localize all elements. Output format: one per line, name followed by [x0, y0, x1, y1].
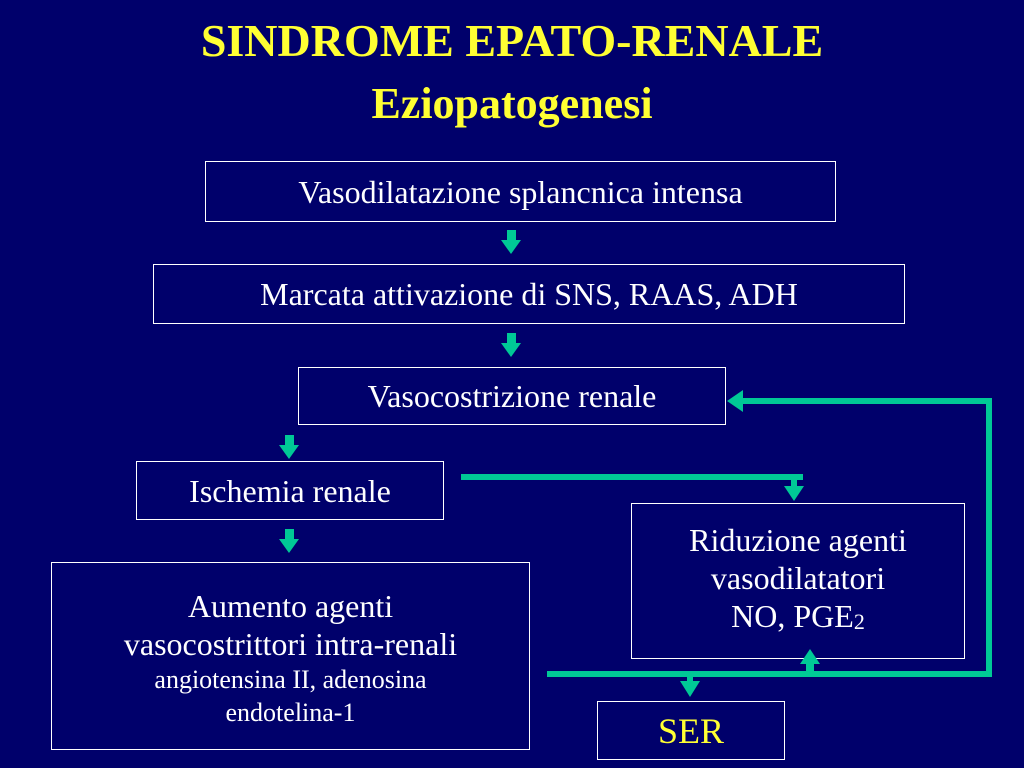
- box-line: Riduzione agenti: [689, 522, 907, 558]
- box-line: angiotensina II, adenosina: [154, 665, 427, 694]
- arrow-up-icon: [800, 649, 820, 674]
- arrow-down-icon: [279, 529, 299, 553]
- box-label: SER: [657, 710, 725, 751]
- box-label: Vasocostrizione renale: [367, 378, 657, 414]
- box-line: vasodilatatori: [710, 560, 886, 596]
- slide-title: SINDROME EPATO-RENALE: [200, 15, 824, 66]
- subscript: 2: [853, 609, 865, 634]
- arrow-down-icon: [501, 230, 521, 254]
- arrow-down-icon: [501, 333, 521, 357]
- connector-ischemia-riduzione: [461, 474, 804, 501]
- box-line: Aumento agenti: [187, 588, 394, 624]
- box-label: Marcata attivazione di SNS, RAAS, ADH: [260, 276, 798, 312]
- connector-feedback-to-vasocostrizione: [727, 390, 992, 677]
- connector-bottom-to-ser: [547, 671, 992, 697]
- box-line: endotelina-1: [225, 698, 356, 727]
- box-line-text: NO, PGE: [731, 598, 854, 634]
- box-line: vasocostrittori intra-renali: [123, 626, 458, 662]
- box-label: Vasodilatazione splancnica intensa: [298, 173, 743, 210]
- box-label: Ischemia renale: [189, 472, 391, 509]
- slide-subtitle: Eziopatogenesi: [371, 79, 653, 128]
- arrow-down-icon: [279, 435, 299, 459]
